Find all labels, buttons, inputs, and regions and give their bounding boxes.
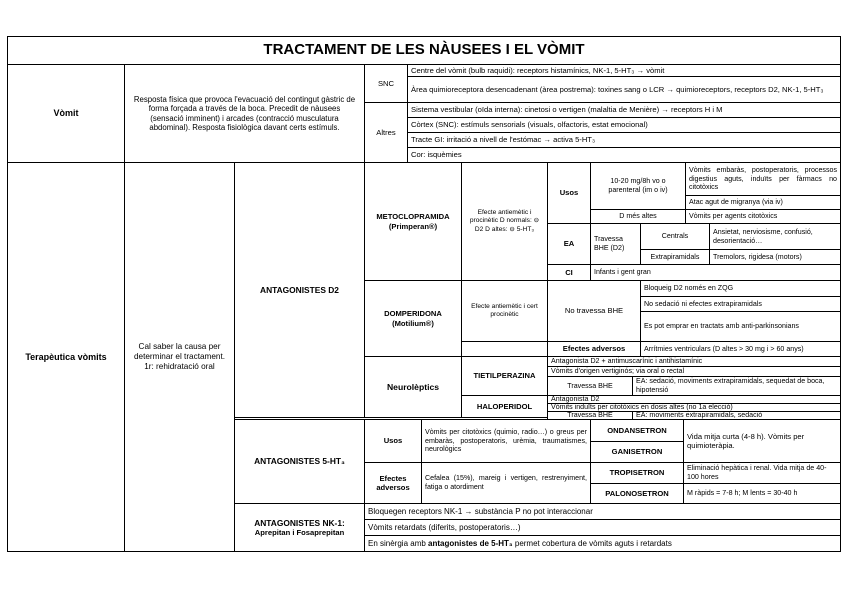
metoclopramida-centrals: Ansietat, nerviosisme, confusió, desorientació… (709, 223, 841, 250)
altres-item-3: Tracte GI: irritació a nivell de l'estómac → activa 5-HT₃ (407, 132, 841, 148)
metoclopramida-use-2: Atac agut de migranya (via iv) (685, 195, 841, 210)
vomit-definition: Resposta física que provoca l'evacuació del contingut gàstric de forma forçada a través de la boca. Precedit de nàusees (sensació imminent) i arcades (contracció musculatura abdominal). Resposta fisiològica davant certs estímuls. (124, 64, 365, 163)
metoclopramida-extra-label: Extrapiramidals (640, 249, 710, 265)
altres-label: Altres (364, 102, 408, 163)
altres-item-1: Sistema vestibular (oïda interna): cinetosi o vertigen (malaltia de Menière) → receptors H i M (407, 102, 841, 118)
metoclopramida-usos-label: Usos (547, 162, 591, 224)
haloperidol-item-2: Vòmits induïts per citotòxics en dosis altes (no 1a elecció) (547, 403, 841, 412)
ht3-drug-ganisetron: GANISETRON (590, 441, 684, 463)
treatment-table (8, 37, 841, 553)
haloperidol-bhe: Travessa BHE (547, 411, 633, 420)
metoclopramida-ea-bhe: Travessa BHE (D2) (590, 223, 641, 265)
ht3-ea: Cefalea (15%), mareig i vertigen, restrenyiment, fatiga o atordiment (421, 462, 591, 504)
tietilperazina-item-1: Antagonista D2 + antimuscarínic i antihistamínic (547, 356, 841, 367)
metoclopramida-name: METOCLOPRAMIDA (Primperan®) (364, 162, 462, 281)
haloperidol-item-1: Antagonista D2 (547, 395, 841, 404)
ht3-drug-palonosetron: PALONOSETRON (590, 483, 684, 504)
ht3-drug-ondansetron: ONDANSETRON (590, 419, 684, 442)
metoclopramida-ci-label: CI (547, 264, 591, 281)
domperidona-effect: Efecte antiemètic i cert procinètic (461, 280, 548, 342)
ht3-note-2: Eliminació hepàtica i renal. Vida mitja de 40-100 hores (683, 462, 841, 484)
haloperidol-name: HALOPERIDOL (461, 395, 548, 418)
domperidona-bhe: No travessa BHE (547, 280, 641, 342)
nk1-label: ANTAGONISTES NK-1: Aprepitan i Fosaprepitan (234, 503, 365, 552)
metoclopramida-ci: Infants i gent gran (590, 264, 841, 281)
metoclopramida-use-high: Vòmits per agents citotòxics (685, 209, 841, 224)
domperidona-item-3: Es pot emprar en tractats amb anti-parkinsonians (640, 311, 841, 342)
haloperidol-ea: EA: moviments extrapiramidals, sedació (632, 411, 841, 420)
ht3-label: ANTAGONISTES 5-HT₃ (234, 419, 365, 504)
snc-item-1: Centre del vòmit (bulb raquidi): receptors histamínics, NK-1, 5-HT₃ → vòmit (407, 64, 841, 77)
vomit-label: Vòmit (7, 64, 125, 163)
tietilperazina-item-2: Vòmits d'origen vertiginós; via oral o rectal (547, 366, 841, 377)
ht3-usos-label: Usos (364, 419, 422, 463)
nk1-item-1: Bloquegen receptors NK-1 → substància P no pot interaccionar (364, 503, 841, 520)
domperidona-item-1: Bloqueig D2 només en ZQG (640, 280, 841, 297)
domperidona-name: DOMPERIDONA (Motilium®) (364, 280, 462, 357)
metoclopramida-dose-high: D més altes (590, 209, 686, 224)
tietilperazina-ea: EA: sedació, moviments extrapiramidals, sequedat de boca, hipotensió (632, 376, 841, 396)
neuroleptics-label: Neurolèptics (364, 356, 462, 418)
snc-item-2: Àrea quimioreceptora desencadenant (àrea postrema): toxines sang o LCR → quimioreceptors, receptors D2, NK-1, 5-HT₃ (407, 76, 841, 103)
metoclopramida-extra: Tremolors, rigidesa (motors) (709, 249, 841, 265)
domperidona-item-2: No sedació ni efectes extrapiramidals (640, 296, 841, 312)
therapy-general: Cal saber la causa per determinar el tractament. 1r: rehidratació oral (124, 162, 235, 552)
metoclopramida-ea-label: EA (547, 223, 591, 265)
snc-label: SNC (364, 64, 408, 103)
ht3-drug-tropisetron: TROPISETRON (590, 462, 684, 484)
domperidona-ea-label: Efectes adversos (547, 341, 641, 357)
tietilperazina-bhe: Travessa BHE (547, 376, 633, 396)
domperidona-ea: Arrítmies ventriculars (D altes > 30 mg i > 60 anys) (640, 341, 841, 357)
ht3-note-1: Vida mitja curta (4-8 h). Vòmits per quimioteràpia. (683, 419, 841, 463)
d2-label: ANTAGONISTES D2 (234, 162, 365, 418)
ht3-ea-label: Efectes adversos (364, 462, 422, 504)
therapy-label: Terapèutica vòmits (7, 162, 125, 552)
ht3-note-3: M ràpids = 7-8 h; M lents = 30-40 h (683, 483, 841, 504)
altres-item-2: Còrtex (SNC): estímuls sensorials (visuals, olfactoris, estat emocional) (407, 117, 841, 133)
metoclopramida-dose-low: 10-20 mg/8h vo o parenteral (im o iv) (590, 162, 686, 210)
nk1-item-3: En sinèrgia amb antagonistes de 5-HT₃ permet cobertura de vòmits aguts i retardats (364, 535, 841, 552)
metoclopramida-use-1: Vòmits embaràs, postoperatoris, processos digestius aguts, induïts per fàrmacs no citotòxics (685, 162, 841, 196)
metoclopramida-centrals-label: Centrals (640, 223, 710, 250)
metoclopramida-effect: Efecte antiemètic i procinètic D normals: ⊖ D2 D altes: ⊖ 5-HT₃ (461, 162, 548, 281)
tietilperazina-name: TIETILPERAZINA (461, 356, 548, 396)
ht3-usos: Vòmits per citotòxics (quimio, radio…) o greus per embaràs, postoperatoris, urèmia, traumatismes, neurològics (421, 419, 591, 463)
altres-item-4: Cor: isquèmies (407, 147, 841, 163)
table-title: TRACTAMENT DE LES NÀUSEES I EL VÒMIT (7, 36, 841, 65)
nk1-item-2: Vòmits retardats (diferits, postoperatoris…) (364, 519, 841, 536)
